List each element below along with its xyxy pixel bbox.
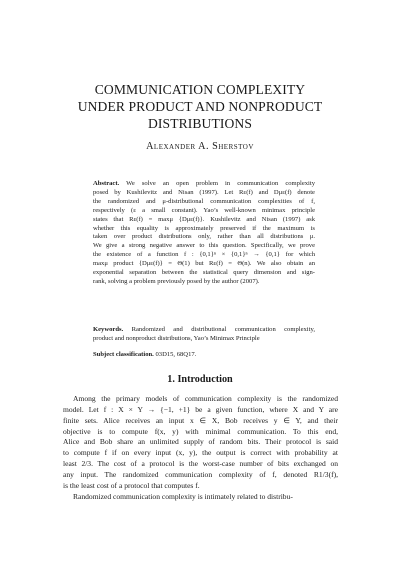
abstract-line-4: respectively (ε a small constant). Yao’s well-known minimax principle [93, 206, 315, 214]
body-line-7: least 2/3. The cost of a protocol is the worst-case number of bits exchanged on [63, 459, 338, 469]
keywords-line-2: product and nonproduct distributions, Yao’s Minimax Principle [93, 334, 260, 342]
title-line-3: DISTRIBUTIONS [147, 115, 252, 131]
keywords-label: Keywords. [93, 326, 124, 333]
abstract-line-6: whether this equality is approximately preserved if the maximum is [93, 224, 315, 232]
abstract [93, 180, 315, 287]
body-line-8: any input. The randomized communication complexity of f, denoted R1/3(f), [63, 469, 338, 479]
body-line-3: finite sets. Alice receives an input x ∈ X, Bob receives y ∈ Y, and their [63, 415, 338, 425]
subject-codes: 03D15, 68Q17. [155, 351, 197, 358]
subject-classification [93, 351, 315, 360]
body-line-9: is the least cost of a protocol that computes f. [63, 480, 200, 490]
abstract-label: Abstract. [93, 180, 120, 187]
author-name: Alexander A. Sherstov [146, 141, 254, 152]
title-line-1: COMMUNICATION COMPLEXITY [94, 82, 306, 97]
subject-label: Subject classification. [93, 351, 154, 358]
keywords [93, 326, 315, 344]
title-line-2: UNDER PRODUCT AND NONPRODUCT [77, 98, 323, 114]
body-line-5: Alice and Bob share an unlimited supply of random bits. Their protocol is said [63, 437, 338, 447]
body-line-1: Among the primary models of communication complexity is the randomized [73, 394, 338, 403]
abstract-line-8: We give a strong negative answer to this question. Specifically, we prove [93, 242, 315, 250]
section-heading: 1. Introduction [167, 374, 233, 385]
keywords-line-1: Keywords. Randomized and distributional communication complexity, [93, 326, 315, 333]
abstract-line-11: exponential separation between the statistical query dimension and sign- [93, 269, 315, 277]
body-line-6: to compute f if on every input (x, y), the output is correct with probability at [63, 448, 338, 458]
body-line-4: objective is to compute f(x, y) with minimal communication. To this end, [63, 426, 338, 436]
abstract-line-1: Abstract. We solve an open problem in communication complexity [93, 180, 315, 187]
abstract-line-9: the existence of a function f : {0,1}ⁿ × {0,1}ⁿ → {0,1} for which [93, 251, 315, 259]
abstract-line-12: rank, solving a problem previously posed by the author (2007). [93, 277, 260, 285]
body-line-10: Randomized communication complexity is intimately related to distribu- [73, 491, 293, 501]
abstract-line-2: posed by Kushilevitz and Nisan (1997). Let Rε(f) and Dμε(f) denote [93, 188, 315, 196]
introduction-body [63, 394, 338, 502]
body-line-2: model. Let f : X × Y → {−1, +1} be a given function, where X and Y are [63, 404, 338, 414]
paper-title [40, 82, 360, 132]
abstract-line-3: the randomized and μ-distributional communication complexities of f, [93, 197, 315, 205]
abstract-line-5: states that Rε(f) = maxμ {Dμε(f)}. Kushilevitz and Nisan (1997) ask [93, 215, 315, 223]
abstract-line-10: maxμ product {Dμε(f)} = Θ(1) but Rε(f) = Θ(n). We also obtain an [93, 260, 315, 268]
abstract-line-7: taken over product distributions only, rather than all distributions μ. [93, 233, 315, 241]
